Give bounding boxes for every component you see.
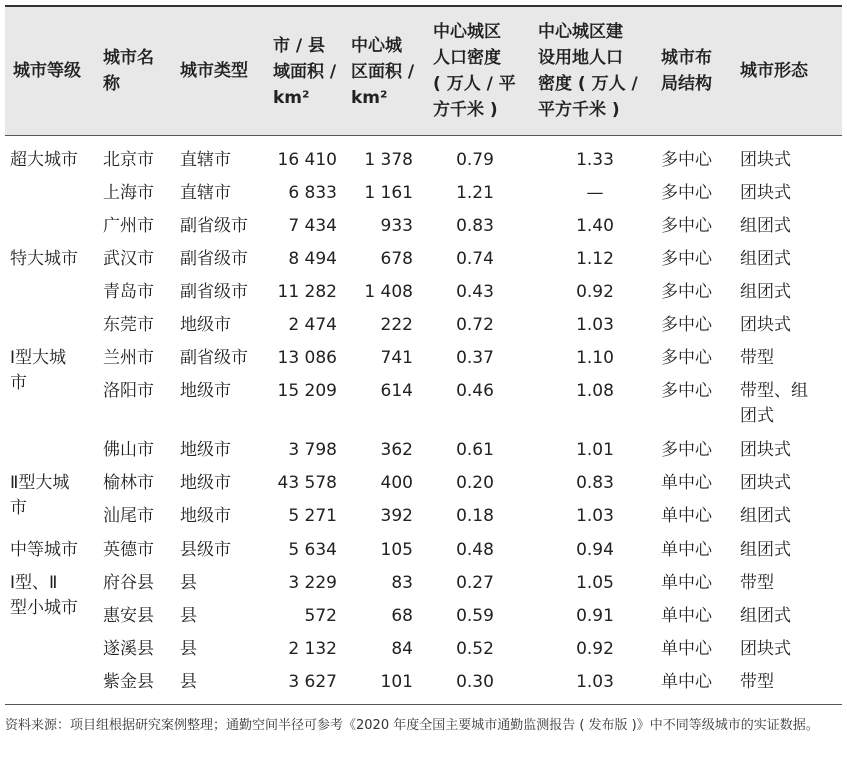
table-row xyxy=(5,670,842,695)
total-area: 3 798 xyxy=(288,440,337,460)
total-area: 43 578 xyxy=(277,473,337,493)
city-name: 汕尾市 xyxy=(103,506,154,526)
source-footnote: 资料来源：项目组根据研究案例整理；通勤空间半径可参考《2020 年度全国主要城市通勤监测报告 ( 发布版 )》中不同等级城市的实证数据。 xyxy=(5,718,819,733)
land-pop-density: 1.08 xyxy=(576,381,614,401)
table-row xyxy=(5,571,842,596)
layout-structure: 单中心 xyxy=(661,606,712,626)
total-area: 16 410 xyxy=(277,150,337,170)
level-small: Ⅰ型、Ⅱ 型小城市 xyxy=(10,573,78,618)
pop-density: 0.46 xyxy=(456,381,494,401)
city-form: 组团式 xyxy=(740,249,791,269)
layout-structure: 单中心 xyxy=(661,506,712,526)
city-type: 县 xyxy=(180,606,197,626)
city-form: 组团式 xyxy=(740,282,791,302)
center-area: 614 xyxy=(380,381,413,401)
table-row xyxy=(5,214,842,239)
center-area: 84 xyxy=(391,639,413,659)
header-city-form: 城市形态 xyxy=(740,61,808,81)
land-pop-density: 1.01 xyxy=(576,440,614,460)
pop-density: 1.21 xyxy=(456,183,494,203)
center-area: 83 xyxy=(391,573,413,593)
total-area: 7 434 xyxy=(288,216,337,236)
level-type1-large: Ⅰ型大城 市 xyxy=(10,348,67,393)
layout-structure: 多中心 xyxy=(661,348,712,368)
layout-structure: 单中心 xyxy=(661,573,712,593)
city-type: 地级市 xyxy=(180,506,231,526)
city-form: 团块式 xyxy=(740,473,791,493)
city-type: 县 xyxy=(180,672,197,692)
table-row xyxy=(5,637,842,662)
center-area: 222 xyxy=(380,315,413,335)
city-name: 惠安县 xyxy=(103,606,154,626)
table-row xyxy=(5,280,842,305)
city-name: 兰州市 xyxy=(103,348,154,368)
city-form: 团块式 xyxy=(740,183,791,203)
city-form: 组团式 xyxy=(740,606,791,626)
city-name: 榆林市 xyxy=(103,473,154,493)
total-area: 3 627 xyxy=(288,672,337,692)
land-pop-density: 1.05 xyxy=(576,573,614,593)
city-type: 直辖市 xyxy=(180,183,231,203)
city-name: 广州市 xyxy=(103,216,154,236)
city-name: 北京市 xyxy=(103,150,154,170)
layout-structure: 多中心 xyxy=(661,216,712,236)
total-area: 13 086 xyxy=(277,348,337,368)
header-city-level: 城市等级 xyxy=(13,61,81,81)
table-row xyxy=(5,471,842,496)
center-area: 1 408 xyxy=(364,282,413,302)
center-area: 362 xyxy=(380,440,413,460)
table-row xyxy=(5,247,842,272)
layout-structure: 多中心 xyxy=(661,315,712,335)
level-medium: 中等城市 xyxy=(10,540,78,560)
table-row xyxy=(5,181,842,206)
city-form: 团块式 xyxy=(740,150,791,170)
pop-density: 0.43 xyxy=(456,282,494,302)
table-row xyxy=(5,438,842,463)
center-area: 1 161 xyxy=(364,183,413,203)
city-type: 地级市 xyxy=(180,381,231,401)
center-area: 101 xyxy=(380,672,413,692)
land-pop-density: 1.03 xyxy=(576,672,614,692)
total-area: 8 494 xyxy=(288,249,337,269)
total-area: 5 634 xyxy=(288,540,337,560)
land-pop-density: 1.33 xyxy=(576,150,614,170)
table-row xyxy=(5,346,842,371)
layout-structure: 多中心 xyxy=(661,183,712,203)
pop-density: 0.37 xyxy=(456,348,494,368)
header-city-type: 城市类型 xyxy=(180,61,248,81)
city-form: 团块式 xyxy=(740,639,791,659)
land-pop-density: — xyxy=(586,183,604,203)
land-pop-density: 1.12 xyxy=(576,249,614,269)
layout-structure: 单中心 xyxy=(661,473,712,493)
city-type: 副省级市 xyxy=(180,216,248,236)
city-name: 紫金县 xyxy=(103,672,154,692)
pop-density: 0.52 xyxy=(456,639,494,659)
total-area: 5 271 xyxy=(288,506,337,526)
city-type: 直辖市 xyxy=(180,150,231,170)
city-name: 上海市 xyxy=(103,183,154,203)
pop-density: 0.83 xyxy=(456,216,494,236)
layout-structure: 多中心 xyxy=(661,150,712,170)
pop-density: 0.48 xyxy=(456,540,494,560)
land-pop-density: 0.92 xyxy=(576,639,614,659)
city-type: 地级市 xyxy=(180,315,231,335)
city-form: 带型、组 团式 xyxy=(740,381,808,426)
header-land-pop-density: 中心城区建 设用地人口 密度 ( 万人 / 平方千米 ) xyxy=(538,22,638,120)
layout-structure: 单中心 xyxy=(661,639,712,659)
city-name: 青岛市 xyxy=(103,282,154,302)
city-form: 带型 xyxy=(740,573,774,593)
land-pop-density: 0.92 xyxy=(576,282,614,302)
city-name: 武汉市 xyxy=(103,249,154,269)
level-mega: 特大城市 xyxy=(10,249,78,269)
table-row xyxy=(5,538,842,563)
land-pop-density: 1.10 xyxy=(576,348,614,368)
pop-density: 0.27 xyxy=(456,573,494,593)
city-name: 东莞市 xyxy=(103,315,154,335)
total-area: 572 xyxy=(304,606,337,626)
table-row xyxy=(5,504,842,529)
land-pop-density: 1.03 xyxy=(576,315,614,335)
pop-density: 0.20 xyxy=(456,473,494,493)
total-area: 11 282 xyxy=(277,282,337,302)
header-total-area: 市 / 县 域面积 / km² xyxy=(273,36,337,108)
total-area: 6 833 xyxy=(288,183,337,203)
pop-density: 0.59 xyxy=(456,606,494,626)
city-form: 组团式 xyxy=(740,216,791,236)
city-name: 府谷县 xyxy=(103,573,154,593)
layout-structure: 单中心 xyxy=(661,672,712,692)
land-pop-density: 0.91 xyxy=(576,606,614,626)
city-form: 组团式 xyxy=(740,506,791,526)
total-area: 15 209 xyxy=(277,381,337,401)
city-name: 英德市 xyxy=(103,540,154,560)
city-form: 团块式 xyxy=(740,315,791,335)
header-center-area: 中心城 区面积 / km² xyxy=(351,36,415,108)
center-area: 933 xyxy=(380,216,413,236)
table-header xyxy=(5,7,842,136)
level-super-large: 超大城市 xyxy=(10,150,78,170)
city-type: 地级市 xyxy=(180,473,231,493)
city-form: 团块式 xyxy=(740,440,791,460)
city-type: 县 xyxy=(180,639,197,659)
layout-structure: 单中心 xyxy=(661,540,712,560)
level-type2-large: Ⅱ型大城 市 xyxy=(10,473,70,518)
total-area: 2 474 xyxy=(288,315,337,335)
center-area: 400 xyxy=(380,473,413,493)
city-type: 县级市 xyxy=(180,540,231,560)
city-type: 副省级市 xyxy=(180,282,248,302)
city-name: 洛阳市 xyxy=(103,381,154,401)
table-row xyxy=(5,148,842,173)
city-name: 遂溪县 xyxy=(103,639,154,659)
pop-density: 0.72 xyxy=(456,315,494,335)
pop-density: 0.30 xyxy=(456,672,494,692)
total-area: 2 132 xyxy=(288,639,337,659)
city-form: 带型 xyxy=(740,348,774,368)
pop-density: 0.79 xyxy=(456,150,494,170)
layout-structure: 多中心 xyxy=(661,282,712,302)
city-form: 带型 xyxy=(740,672,774,692)
center-area: 1 378 xyxy=(364,150,413,170)
table-row xyxy=(5,313,842,338)
center-area: 392 xyxy=(380,506,413,526)
table-bottom-rule xyxy=(5,704,842,705)
header-pop-density: 中心城区 人口密度 ( 万人 / 平 方千米 ) xyxy=(433,22,516,120)
pop-density: 0.74 xyxy=(456,249,494,269)
layout-structure: 多中心 xyxy=(661,440,712,460)
layout-structure: 多中心 xyxy=(661,249,712,269)
land-pop-density: 0.83 xyxy=(576,473,614,493)
city-type: 副省级市 xyxy=(180,249,248,269)
land-pop-density: 1.40 xyxy=(576,216,614,236)
pop-density: 0.61 xyxy=(456,440,494,460)
city-form: 组团式 xyxy=(740,540,791,560)
table-row xyxy=(5,604,842,629)
header-city-name: 城市名 称 xyxy=(103,48,154,94)
table-row xyxy=(5,379,842,429)
city-name: 佛山市 xyxy=(103,440,154,460)
center-area: 68 xyxy=(391,606,413,626)
total-area: 3 229 xyxy=(288,573,337,593)
land-pop-density: 0.94 xyxy=(576,540,614,560)
pop-density: 0.18 xyxy=(456,506,494,526)
land-pop-density: 1.03 xyxy=(576,506,614,526)
city-type: 副省级市 xyxy=(180,348,248,368)
city-type: 县 xyxy=(180,573,197,593)
city-type: 地级市 xyxy=(180,440,231,460)
layout-structure: 多中心 xyxy=(661,381,712,401)
header-layout-structure: 城市布 局结构 xyxy=(661,48,712,94)
center-area: 105 xyxy=(380,540,413,560)
center-area: 741 xyxy=(380,348,413,368)
center-area: 678 xyxy=(380,249,413,269)
